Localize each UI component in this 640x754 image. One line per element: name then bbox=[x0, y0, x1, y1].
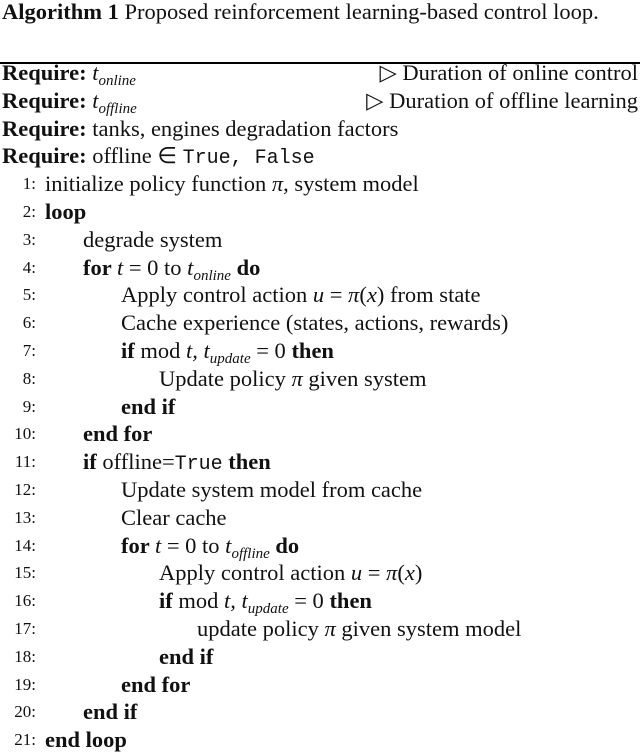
algorithm-line bbox=[0, 448, 640, 476]
keyword: if bbox=[83, 449, 103, 475]
require-line bbox=[0, 115, 640, 143]
text: Apply control action bbox=[121, 282, 313, 308]
keyword: end if bbox=[121, 393, 176, 419]
keyword: end for bbox=[121, 671, 191, 697]
math-m: x bbox=[366, 282, 377, 308]
math-m: u bbox=[312, 282, 325, 308]
math-m: t bbox=[154, 532, 162, 558]
algorithm-line bbox=[0, 587, 640, 618]
math-m: t bbox=[92, 87, 99, 113]
line-body bbox=[83, 698, 137, 726]
line-number: 3: bbox=[22, 229, 36, 249]
line-body bbox=[121, 393, 175, 421]
math-sub: offline bbox=[231, 545, 270, 562]
algorithm-line bbox=[0, 615, 640, 643]
math-tt: True, False bbox=[182, 147, 315, 171]
algorithm-title: Proposed reinforcement learning-based control loop. bbox=[118, 0, 599, 24]
keyword: for bbox=[121, 532, 155, 558]
line-body bbox=[159, 643, 213, 671]
line-number: 17: bbox=[14, 619, 36, 638]
line-number: 18: bbox=[14, 646, 36, 666]
algorithm-line bbox=[0, 559, 640, 587]
line-body bbox=[2, 115, 398, 143]
line-number: 8: bbox=[22, 368, 36, 388]
algorithm-line bbox=[0, 198, 640, 226]
math-m: t bbox=[92, 60, 99, 85]
algorithm-line bbox=[0, 365, 640, 393]
line-number: 12: bbox=[14, 480, 36, 499]
algorithm-line bbox=[0, 170, 640, 198]
algorithm-line bbox=[0, 504, 640, 532]
math-tt: True bbox=[174, 453, 223, 477]
line-number: 6: bbox=[22, 313, 36, 333]
algorithm-line bbox=[0, 393, 640, 421]
math-m: t, t bbox=[186, 338, 210, 363]
algorithm-line bbox=[0, 337, 640, 365]
line-number: 7: bbox=[22, 341, 36, 360]
require-line bbox=[0, 59, 640, 87]
require-line bbox=[0, 87, 640, 115]
algorithm-line bbox=[0, 254, 640, 282]
keyword: then bbox=[222, 449, 271, 475]
math-sub: update bbox=[209, 351, 251, 367]
text: offline ∈ bbox=[92, 143, 183, 169]
text: Update system model from cache bbox=[121, 477, 423, 502]
text: Update policy bbox=[159, 365, 292, 391]
math-m: t bbox=[187, 254, 194, 280]
line-body bbox=[83, 226, 222, 254]
text: Cache experience (states, actions, rewards) bbox=[121, 310, 509, 336]
math-sub: online bbox=[193, 267, 231, 284]
keyword: if bbox=[121, 338, 135, 363]
line-number: 19: bbox=[14, 674, 36, 694]
text: Apply control action bbox=[159, 560, 351, 586]
text: offline= bbox=[102, 449, 175, 475]
line-body bbox=[83, 420, 152, 448]
text: given system bbox=[302, 365, 427, 391]
line-number: 1: bbox=[22, 174, 36, 194]
text: = bbox=[324, 282, 349, 308]
text: mod bbox=[134, 338, 187, 363]
line-body bbox=[121, 309, 508, 337]
line-body bbox=[159, 365, 427, 393]
math-m: t, t bbox=[224, 588, 248, 614]
line-body bbox=[159, 559, 422, 587]
math-m: π bbox=[386, 560, 398, 586]
math-m: π bbox=[271, 171, 284, 197]
line-number: 15: bbox=[14, 563, 36, 583]
line-body bbox=[121, 476, 422, 504]
algorithm-line bbox=[0, 226, 640, 254]
text: update policy bbox=[197, 616, 325, 641]
math-sub: offline bbox=[98, 100, 137, 117]
keyword: do bbox=[230, 254, 261, 280]
algorithm-line bbox=[0, 532, 640, 560]
keyword: end loop bbox=[45, 727, 127, 753]
algorithm-line bbox=[0, 698, 640, 726]
math-m: u bbox=[350, 560, 363, 586]
require-keyword: Require: bbox=[2, 87, 87, 113]
line-comment: ▷ Duration of offline learning bbox=[366, 87, 638, 113]
text: , system model bbox=[283, 171, 419, 197]
line-body bbox=[197, 615, 521, 643]
line-number: 14: bbox=[14, 535, 36, 555]
text: tanks, engines degradation factors bbox=[92, 115, 399, 141]
require-line bbox=[0, 142, 640, 170]
algorithm-label: Algorithm 1 bbox=[2, 0, 119, 24]
algorithm-line bbox=[0, 420, 640, 448]
text: = 0 bbox=[288, 588, 330, 614]
text: = 0 to bbox=[161, 532, 226, 558]
text: = 0 to bbox=[123, 254, 188, 280]
keyword: if bbox=[159, 588, 173, 614]
line-body bbox=[2, 142, 315, 173]
line-number: 11: bbox=[14, 452, 36, 472]
keyword: end for bbox=[83, 421, 153, 447]
require-keyword: Require: bbox=[2, 60, 87, 85]
math-m: x bbox=[404, 560, 415, 586]
line-body bbox=[121, 671, 190, 699]
line-number: 13: bbox=[14, 507, 36, 527]
text: Clear cache bbox=[121, 504, 227, 530]
text: ) bbox=[414, 560, 423, 586]
text: mod bbox=[172, 588, 225, 614]
line-number: 10: bbox=[14, 424, 36, 444]
text: = 0 bbox=[250, 338, 292, 363]
algorithm-caption bbox=[2, 0, 638, 26]
keyword: for bbox=[83, 254, 117, 280]
text: given system model bbox=[335, 616, 522, 641]
math-sub: update bbox=[247, 601, 289, 618]
text: = bbox=[362, 560, 387, 586]
math-m: t bbox=[225, 532, 232, 558]
text: degrade system bbox=[83, 226, 223, 252]
keyword: then bbox=[291, 338, 334, 363]
line-body bbox=[121, 281, 481, 309]
math-m: π bbox=[324, 616, 336, 641]
line-body bbox=[121, 504, 227, 532]
text: ) from state bbox=[376, 282, 481, 308]
line-body bbox=[83, 448, 271, 479]
line-body bbox=[45, 170, 419, 198]
math-sub: online bbox=[98, 73, 136, 89]
keyword: do bbox=[269, 532, 300, 558]
text: initialize policy function bbox=[45, 171, 272, 197]
text: ( bbox=[397, 560, 405, 586]
keyword: end if bbox=[83, 699, 138, 725]
algorithm-line bbox=[0, 281, 640, 309]
line-number: 2: bbox=[22, 202, 36, 221]
math-m: π bbox=[348, 282, 360, 308]
text: ( bbox=[359, 282, 367, 308]
line-number: 20: bbox=[14, 702, 36, 722]
line-comment: ▷ Duration of online control bbox=[379, 60, 638, 85]
keyword: end if bbox=[159, 643, 214, 669]
keyword: then bbox=[329, 588, 372, 614]
line-body bbox=[45, 198, 86, 226]
math-m: t bbox=[116, 254, 124, 280]
keyword: loop bbox=[45, 199, 87, 224]
algorithm-line bbox=[0, 671, 640, 699]
require-keyword: Require: bbox=[2, 143, 87, 169]
line-number: 9: bbox=[22, 396, 36, 416]
require-keyword: Require: bbox=[2, 115, 87, 141]
line-number: 5: bbox=[22, 285, 36, 305]
algorithm-line bbox=[0, 643, 640, 671]
line-number: 16: bbox=[14, 591, 36, 611]
algorithm-line bbox=[0, 476, 640, 504]
algorithm-line bbox=[0, 309, 640, 337]
line-number: 21: bbox=[14, 730, 36, 750]
math-m: π bbox=[291, 365, 303, 391]
line-number: 4: bbox=[22, 257, 36, 277]
